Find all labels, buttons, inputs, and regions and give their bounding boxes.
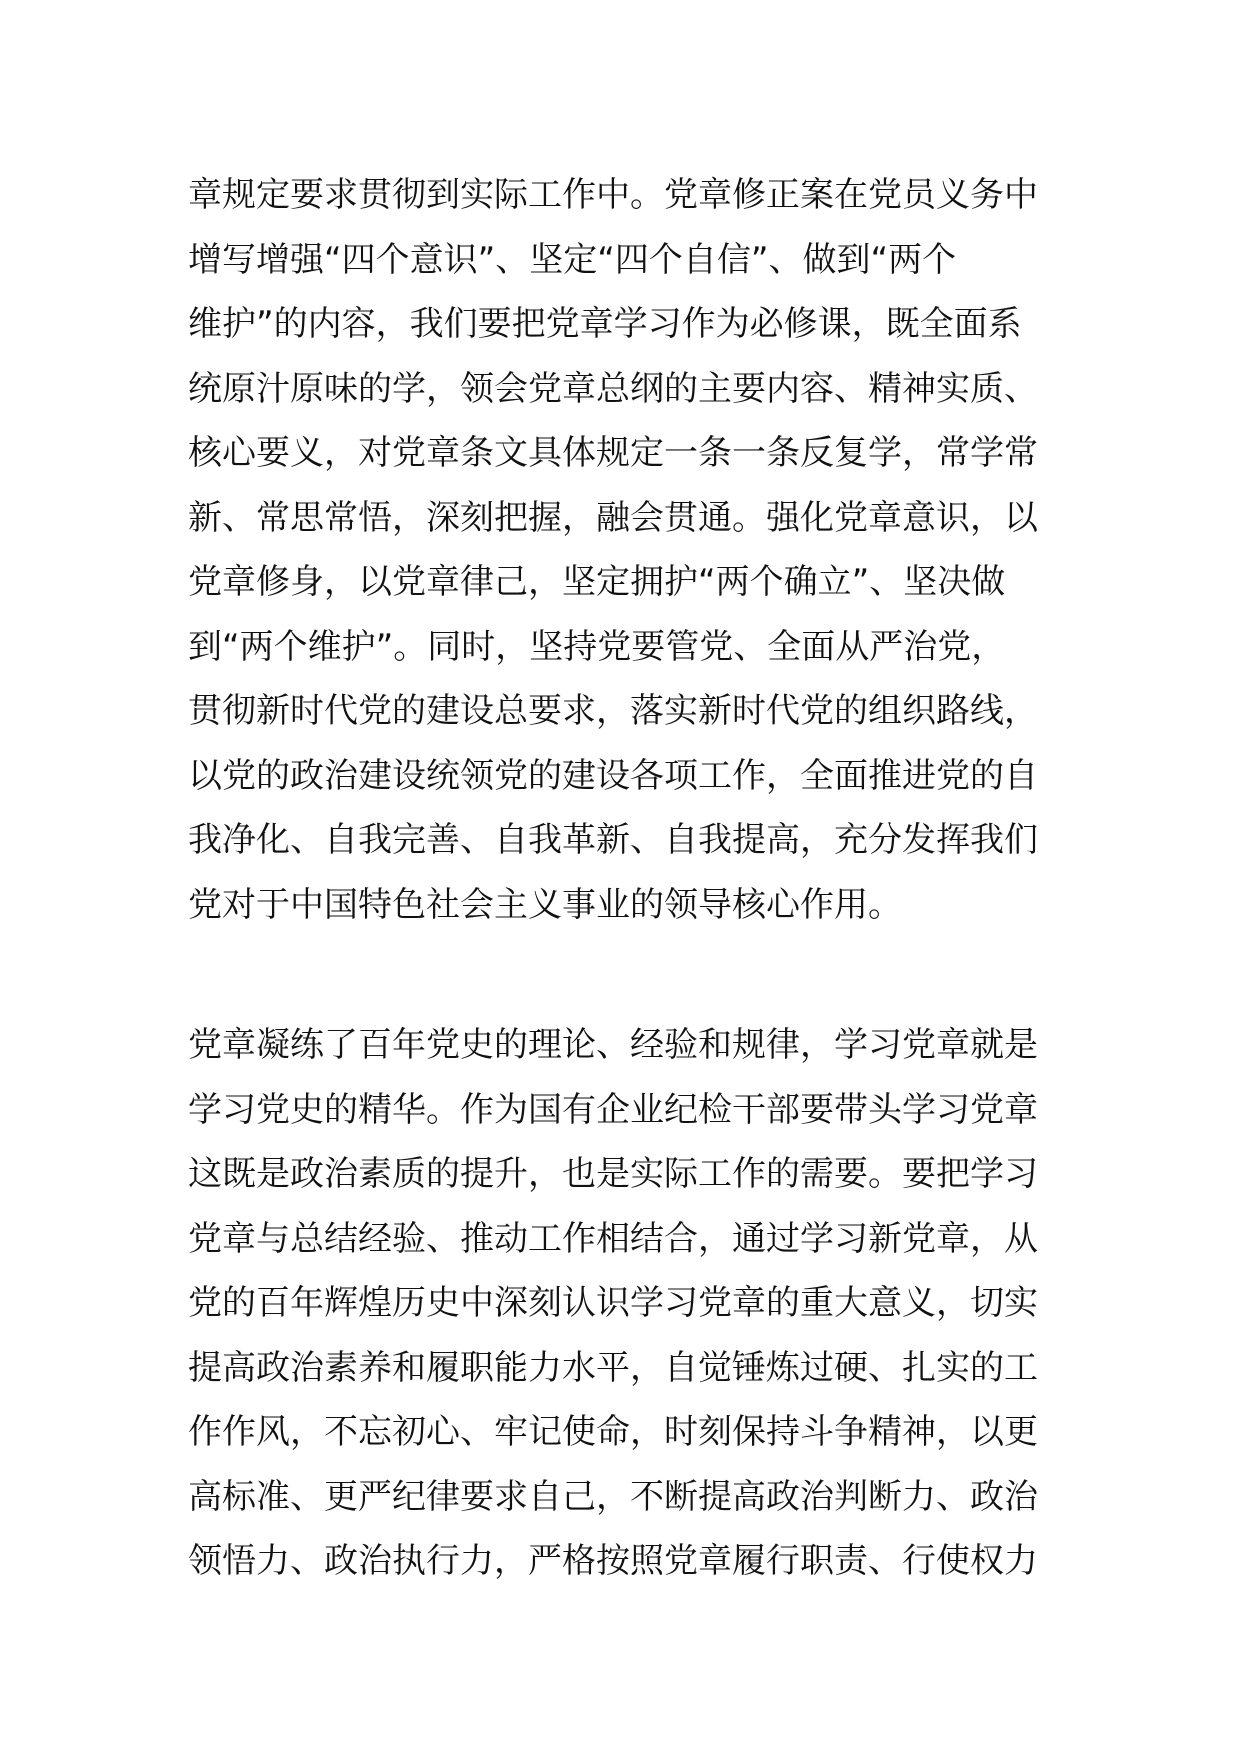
- text-line: 领悟力、政治执行力，严格按照党章履行职责、行使权力: [188, 1541, 1038, 1581]
- text-line: 党章与总结经验、推动工作相结合，通过学习新党章，从: [188, 1218, 1038, 1259]
- text-line: 章规定要求贯彻到实际工作中。党章修正案在党员义务中: [188, 175, 1038, 215]
- text-line: 统原汁原味的学，领会党章总纲的主要内容、精神实质、: [188, 368, 1038, 409]
- text-line: 党的百年辉煌历史中深刻认识学习党章的重大意义，切实: [188, 1283, 1038, 1323]
- paragraph-2: [188, 1013, 1068, 1594]
- text-line: 党对于中国特色社会主义事业的领导核心作用。: [188, 884, 902, 925]
- text-line: 这既是政治素质的提升，也是实际工作的需要。要把学习: [188, 1154, 1038, 1194]
- text-line: 以党的政治建设统领党的建设各项工作，全面推进党的自: [188, 755, 1038, 796]
- text-line: 提高政治素养和履职能力水平，自觉锤炼过硬、扎实的工: [188, 1347, 1038, 1388]
- text-line: 党章修身，以党章律己，坚定拥护“两个确立”、坚决做: [188, 562, 1006, 602]
- text-line: 到“两个维护”。同时，坚持党要管党、全面从严治党，: [188, 626, 1006, 667]
- text-line: 新、常思常悟，深刻把握，融会贯通。强化党章意识，以: [188, 497, 1038, 538]
- text-line: 增写增强“四个意识”、坚定“四个自信”、做到“两个: [188, 239, 957, 280]
- paragraph-1: [188, 163, 1068, 937]
- text-line: 党章凝练了百年党史的理论、经验和规律，学习党章就是: [188, 1025, 1038, 1065]
- text-line: 我净化、自我完善、自我革新、自我提高，充分发挥我们: [188, 820, 1038, 860]
- text-line: 维护”的内容，我们要把党章学习作为必修课，既全面系: [188, 304, 1022, 344]
- text-line: 贯彻新时代党的建设总要求，落实新时代党的组织路线，: [188, 691, 1038, 731]
- text-line: 作作风，不忘初心、牢记使命，时刻保持斗争精神，以更: [188, 1412, 1038, 1452]
- text-line: 高标准、更严纪律要求自己，不断提高政治判断力、政治: [188, 1476, 1038, 1517]
- text-line: 核心要义，对党章条文具体规定一条一条反复学，常学常: [188, 433, 1038, 473]
- text-line: 学习党史的精华。作为国有企业纪检干部要带头学习党章: [188, 1089, 1038, 1130]
